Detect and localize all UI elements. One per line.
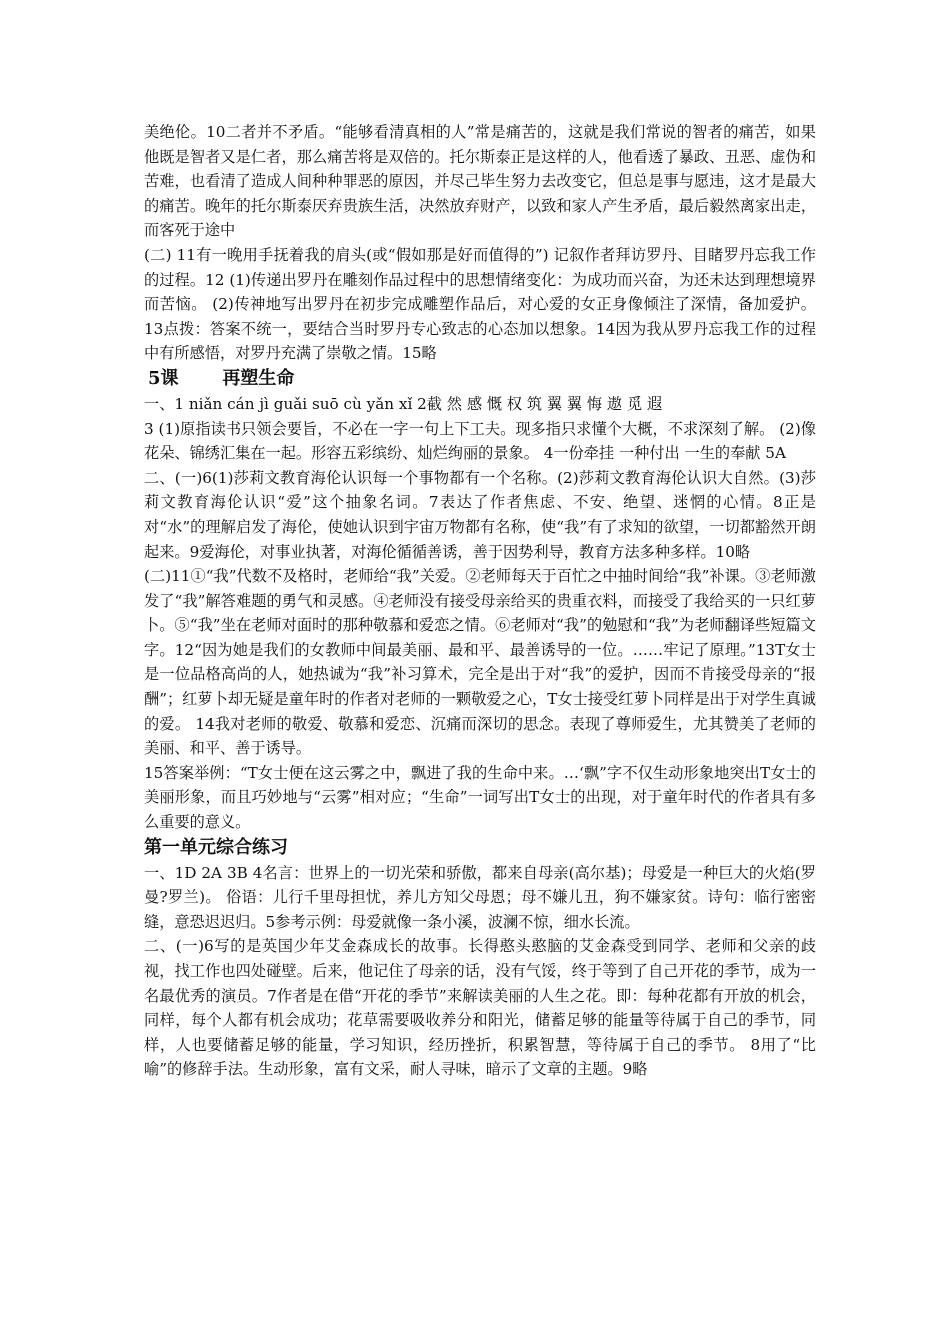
unit-1-section-2: 二、(一)6写的是英国少年艾金森成长的故事。长得憨头憨脑的艾金森受到同学、老师和父亲的歧视，找工作也四处碰壁。后来，他记住了母亲的话，没有气馁，终于等到了自己开花的季节，成为一名最优秀的演员。7作者是在借“开花的季节”来解读美丽的人生之花。即：每种花都有开放的机会，同样，每个人都有机会成功；花草需要吸收养分和阳光，储蓄足够的能量等待属于自己的季节，同样，人也要储蓄足够的能量，学习知识，经历挫折，积累智慧，等待属于自己的季节。 8用了“比喻”的修辞手法。生动形象，富有文采，耐人寻味，暗示了文章的主题。9略 (144, 937, 816, 1079)
unit-1-section-1: 一、1D 2A 3B 4名言：世界上的一切光荣和骄傲，都来自母亲(高尔基)；母爱是一种巨大的火焰(罗曼?罗兰)。 俗语：儿行千里母担忧，养儿方知父母恩；母不嫌儿丑，狗不嫌家贫。诗句：临行密密缝，意恐迟迟归。5参考示例：母爱就像一条小溪，波澜不惊，细水长流。 (144, 863, 816, 931)
lesson-5-title: 5课 再塑生命 (148, 367, 295, 389)
lesson-5-section-1-idioms: 3 (1)原指读书只领会要旨，不必在一字一句上下工夫。现多指只求懂个大概，不求深刻了解。 (2)像花朵、锦绣汇集在一起。形容五彩缤纷、灿烂绚丽的景象。 4一份牵挂 一种付出 一生的奉献 5A (144, 419, 816, 463)
answer-paragraph-tolstoy: 美绝伦。10二者并不矛盾。“能够看清真相的人”常是痛苦的，这就是我们常说的智者的痛苦，如果他既是智者又是仁者，那么痛苦将是双倍的。托尔斯泰正是这样的人，他看透了暴政、丑恶、虚伪和苦难，也看清了造成人间种种罪恶的原因，并尽己毕生努力去改变它，但总是事与愿违，这才是最大的痛苦。晚年的托尔斯泰厌弃贵族生活，决然放弃财产，以致和家人产生矛盾，最后毅然离家出走，而客死于途中 (144, 123, 816, 240)
unit-1-title: 第一单元综合练习 (144, 836, 288, 858)
document-page (144, 120, 816, 1082)
lesson-5-answer-15: 15答案举例：“T女士便在这云雾之中，飘进了我的生命中来。…‘飘”字不仅生动形象地突出T女士的美丽形象，而且巧妙地与“云雾”相对应；“生命”一词写出T女士的出现，对于童年时代的作者具有多么重要的意义。 (144, 763, 816, 832)
lesson-5-section-1-pinyin: 一、1 niǎn cán jì guǎi suō cù yǎn xǐ 2截 然 感 慨 权 筑 翼 翼 悔 遨 觅 遐 (144, 394, 663, 413)
lesson-5-section-2-part-1: 二、(一)6(1)莎莉文教育海伦认识每一个事物都有一个名称。(2)莎莉文教育海伦认识大自然。(3)莎莉文教育海伦认识“爱”这个抽象名词。7表达了作者焦虑、不安、绝望、迷惘的心情。8正是对“水”的理解启发了海伦，使她认识到宇宙万物都有名称，使“我”有了求知的欲望，一切都豁然开朗起来。9爱海伦，对事业执著，对海伦循循善诱，善于因势利导，教育方法多种多样。10略 (144, 468, 816, 561)
lesson-5-section-2-part-2: (二)11①“我”代数不及格时，老师给“我”关爱。②老师每天于百忙之中抽时间给“我”补课。③老师激发了“我”解答难题的勇气和灵感。④老师没有接受母亲给买的贵重衣料，而接受了我给买的一只红萝卜。⑤“我”坐在老师对面时的那种敬慕和爱恋之情。⑥老师对“我”的勉慰和“我”为老师翻译些短篇文字。12“因为她是我们的女教师中间最美丽、最和平、最善诱导的一位。……牢记了原理。”13T女士是一位品格高尚的人，她热诚为“我”补习算术，完全是出于对“我”的爱护，因而不肯接受母亲的“报酬”；红萝卜却无疑是童年时的作者对老师的一颗敬爱之心，T女士接受红萝卜同样是出于对学生真诚的爱。 14我对老师的敬爱、敬慕和爱恋、沉痛而深切的思念。表现了尊师爱生，尤其赞美了老师的美丽、和平、善于诱导。 (144, 567, 816, 758)
answer-paragraph-rodin: (二) 11有一晚用手抚着我的肩头(或“假如那是好而值得的”) 记叙作者拜访罗丹、目睹罗丹忘我工作的过程。12 (1)传递出罗丹在雕刻作品过程中的思想情绪变化：为成功而兴奋，为还未达到理想境界而苦恼。 (2)传神地写出罗丹在初步完成雕塑作品后，对心爱的女正身像倾注了深情，备加爱护。 13点拨：答案不统一，要结合当时罗丹专心致志的心态加以想象。14因为我从罗丹忘我工作的过程中有所感悟，对罗丹充满了崇敬之情。15略 (144, 245, 816, 363)
